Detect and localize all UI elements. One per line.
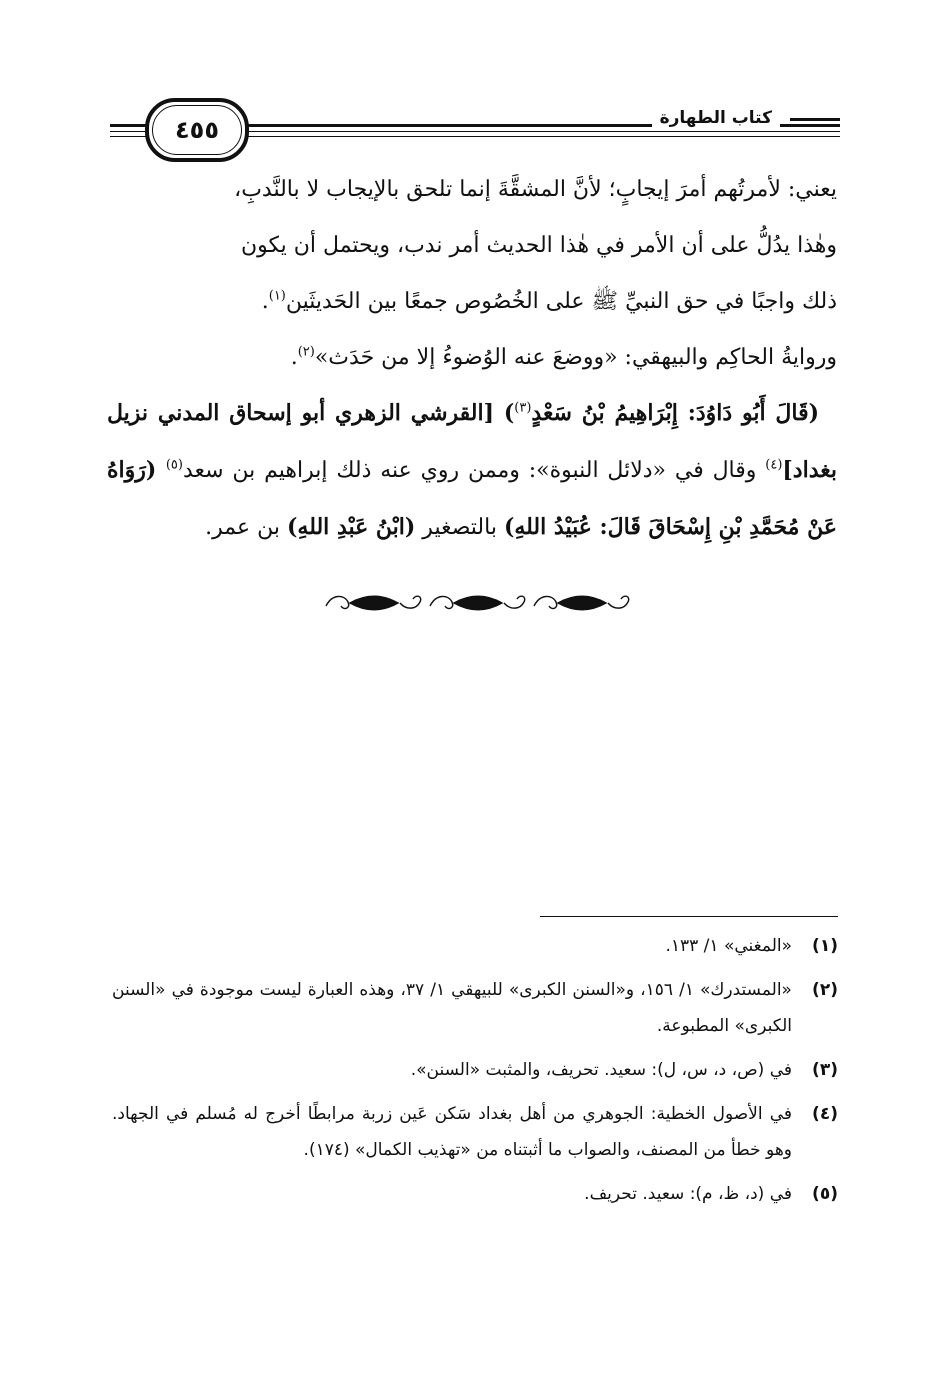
footnote-item <box>112 1096 838 1168</box>
footnote-ref[interactable]: (١) <box>268 288 286 304</box>
footnote-number: (٥) <box>812 1184 838 1204</box>
footnote-text: في الأصول الخطية: الجوهري من أهل بغداد سَكن عَين زربة مرابطًا أخرج له مُسلم في الجهاد. وهو خطأ من المصنف، والصواب ما أثبتناه من «تهذيب الكمال» (١٧٤). <box>112 1104 792 1160</box>
ornament-divider <box>320 590 630 616</box>
footnote-ref[interactable]: (٢) <box>297 344 315 360</box>
page-number: ٤٥٥ <box>145 98 249 162</box>
text-line <box>107 330 837 386</box>
text-line <box>107 162 837 218</box>
footnote-ref[interactable]: (٥) <box>165 457 183 473</box>
footnote-item <box>112 928 838 964</box>
text-span: وهٰذا يدُلُّ على أن الأمر في هٰذا الحديث أمر ندب، ويحتمل أن يكون <box>240 233 837 258</box>
footnotes <box>112 928 838 1220</box>
footnote-ref[interactable]: (٣) <box>514 400 532 416</box>
quoted-text: (ابْنُ عَبْدِ اللهِ) <box>286 514 416 540</box>
footnote-text: «المستدرك» ١/ ١٥٦، و«السنن الكبرى» للبيهقي ١/ ٣٧، وهذه العبارة ليست موجودة في «السنن الكبرى» المطبوعة. <box>112 980 792 1036</box>
ornament-motif <box>430 596 525 610</box>
text-span: يعني: لأمرتُهم أمرَ إيجابٍ؛ لأنَّ المشقَّةَ إنما تلحق بالإيجاب لا بالنَّدبِ، <box>234 177 837 202</box>
footnote-separator <box>540 916 838 917</box>
text-line <box>107 218 837 274</box>
ornament-motif <box>534 596 629 610</box>
footnote-number: (٣) <box>812 1060 838 1080</box>
text-span: وروايةُ الحاكِم والبيهقي: «ووضعَ عنه الوُضوءُ إلا من حَدَث» <box>314 345 837 370</box>
footnote-item <box>112 1052 838 1088</box>
footnote-item <box>112 1176 838 1212</box>
text-span: ) [القرشي الزهري أبو إسحاق المدني نزيل بغداد] <box>107 400 837 483</box>
text-span: . <box>290 345 298 370</box>
main-text-paragraph-1 <box>107 162 837 386</box>
ornament-motif <box>326 596 421 610</box>
footnote-text: «المغني» ١/ ١٣٣. <box>665 936 792 956</box>
text-span: بن عمر. <box>205 515 287 540</box>
footnote-item <box>112 972 838 1044</box>
header-dash <box>790 118 840 121</box>
page-header <box>110 98 840 158</box>
footnote-ref[interactable]: (٤) <box>765 457 783 473</box>
footnote-text: في (د، ظ، م): سعيد. تحريف. <box>584 1184 792 1204</box>
quoted-text: (قَالَ أَبُو دَاوُدَ: إِبْرَاهِيمُ بْنُ سَعْدٍ <box>531 400 820 426</box>
footnote-number: (٤) <box>812 1104 838 1124</box>
text-line <box>107 274 837 330</box>
footnote-number: (٢) <box>812 980 838 1000</box>
footnote-text: في (ص، د، س، ل): سعيد. تحريف، والمثبت «السنن». <box>410 1060 792 1080</box>
section-title: كتاب الطهارة <box>652 108 780 128</box>
text-span: . <box>261 289 269 314</box>
quoted-text: (رَوَاهُ عَنْ مُحَمَّدِ بْنِ إِسْحَاقَ قَالَ: عُبَيْدُ اللهِ) <box>107 457 837 540</box>
main-text-paragraph-2 <box>107 385 837 556</box>
text-span: وقال في «دلائل النبوة»: وممن روي عنه ذلك إبراهيم بن سعد <box>182 458 766 483</box>
footnote-number: (١) <box>812 936 838 956</box>
text-span: ذلك واجبًا في حق النبيِّ ﷺ على الخُصُوص جمعًا بين الحَديثَين <box>285 289 837 314</box>
text-span: بالتصغير <box>415 515 504 540</box>
